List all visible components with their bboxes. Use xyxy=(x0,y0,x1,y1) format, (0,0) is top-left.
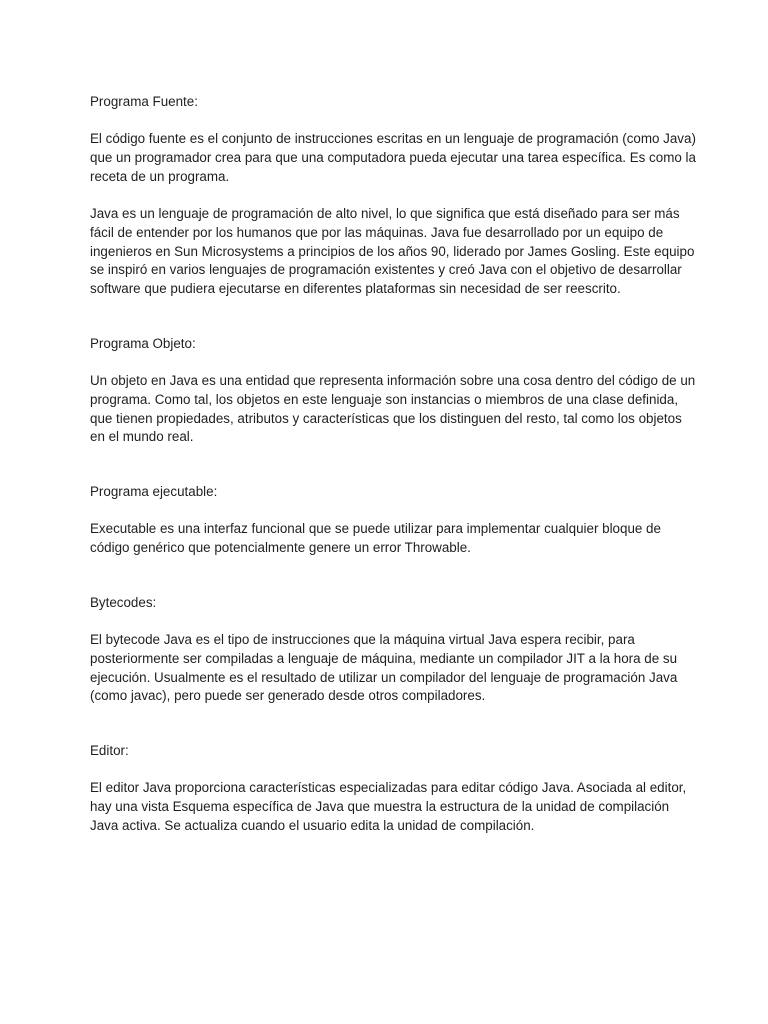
section-paragraph: El código fuente es el conjunto de instrucciones escritas en un lenguaje de programación (como Java) que un programador crea para que una computadora pueda ejecutar una tarea específica. Es como la receta de un programa. xyxy=(90,131,696,184)
section-bytecodes xyxy=(90,594,698,706)
section-paragraph: El bytecode Java es el tipo de instrucciones que la máquina virtual Java espera recibir, para posteriormente ser compiladas a lenguaje de máquina, mediante un compilador JIT a la hora de su ejecución. Usualmente es el resultado de utilizar un compilador del lenguaje de programación Java (como javac), pero puede ser generado desde otros compiladores. xyxy=(90,632,678,704)
section-paragraph: Executable es una interfaz funcional que se puede utilizar para implementar cualquier bloque de código genérico que potencialmente genere un error Throwable. xyxy=(90,521,661,555)
section-programa-objeto xyxy=(90,335,698,447)
section-paragraph: Un objeto en Java es una entidad que representa información sobre una cosa dentro del código de un programa. Como tal, los objetos en este lenguaje son instancias o miembros de una clase definida, que tienen propiedades, atributos y características que los distinguen del resto, tal como los objetos en el mundo real. xyxy=(90,373,696,445)
section-heading: Editor: xyxy=(90,742,129,758)
section-heading: Programa Objeto: xyxy=(90,335,196,351)
section-programa-fuente xyxy=(90,93,698,299)
section-programa-ejecutable xyxy=(90,483,698,558)
section-editor xyxy=(90,742,698,836)
section-heading: Programa Fuente: xyxy=(90,94,198,109)
section-heading: Programa ejecutable: xyxy=(90,483,218,499)
section-heading: Bytecodes: xyxy=(90,594,157,610)
section-paragraph: El editor Java proporciona características especializadas para editar código Java. Asociada al editor, hay una vista Esquema específica de Java que muestra la estructura de la unidad de compilación Java activa. Se actualiza cuando el usuario edita la unidad de compilación. xyxy=(90,780,687,833)
section-paragraph: Java es un lenguaje de programación de alto nivel, lo que significa que está diseñado para ser más fácil de entender por los humanos que por las máquinas. Java fue desarrollado por un equipo de ingenieros en Sun Microsystems a principios de los años 90, liderado por James Gosling. Este equipo se inspiró en varios lenguajes de programación existentes y creó Java con el objetivo de desarrollar software que pudiera ejecutarse en diferentes plataformas sin necesidad de ser reescrito. xyxy=(90,206,695,296)
